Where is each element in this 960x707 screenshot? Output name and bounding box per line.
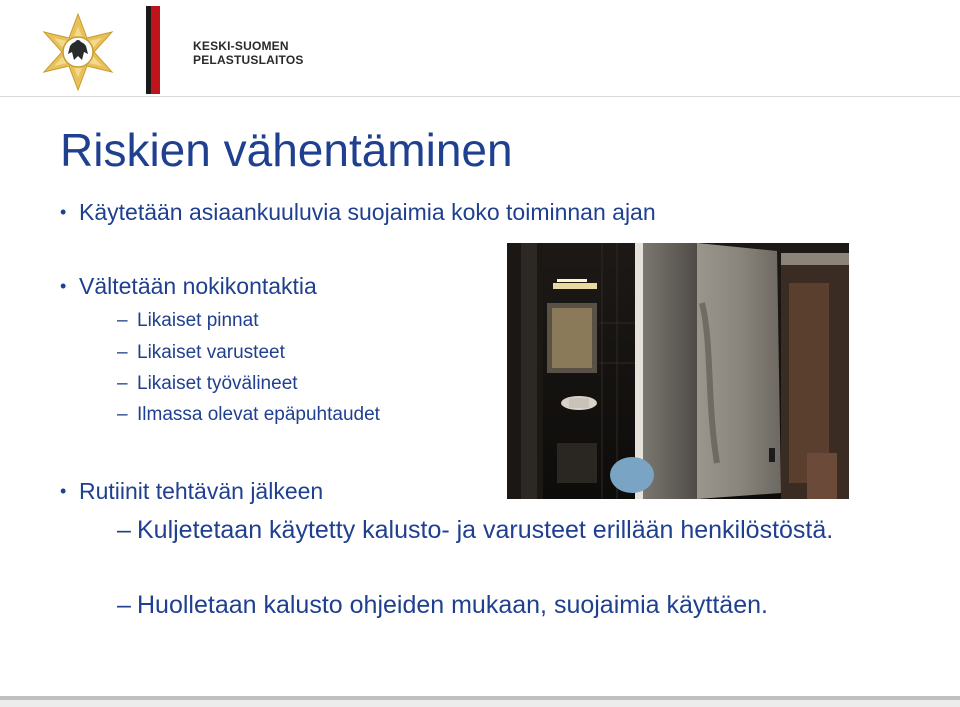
sub-item: [117, 515, 857, 577]
footer-band: [0, 700, 960, 707]
slide-header: [0, 0, 960, 97]
org-name-line1: KESKI-SUOMEN: [193, 39, 289, 53]
sub-item-text: Ilmassa olevat epäpuhtaudet: [137, 404, 380, 425]
sub-item: [117, 341, 457, 365]
organization-name: [193, 39, 304, 67]
bullet-item: [60, 198, 800, 226]
sub-item: [117, 403, 497, 427]
sub-item: [117, 309, 457, 333]
dash-icon: –: [117, 310, 128, 331]
sub-item: [117, 590, 857, 652]
soot-contaminated-room-photo: [507, 243, 849, 499]
rescue-department-badge-icon: [38, 12, 118, 92]
bullet-item: [60, 272, 480, 300]
bullet-dot-icon: •: [60, 481, 67, 501]
bullet-dot-icon: •: [60, 276, 67, 296]
bullet-text: Käytetään asiaankuuluvia suojaimia koko toiminnan ajan: [79, 199, 656, 225]
sub-item-text: Likaiset pinnat: [137, 310, 259, 331]
dash-icon: –: [117, 342, 128, 363]
dash-icon: –: [117, 591, 131, 619]
bullet-text: Rutiinit tehtävän jälkeen: [79, 478, 324, 504]
bullet-text: Vältetään nokikontaktia: [79, 273, 317, 299]
slide-title: Riskien vähentäminen: [60, 124, 513, 176]
sub-item-text: Kuljetetaan käytetty kalusto- ja varusteet erillään henkilöstöstä.: [137, 516, 834, 544]
sub-item-text: Likaiset työvälineet: [137, 373, 298, 394]
bullet-dot-icon: •: [60, 202, 67, 222]
dash-icon: –: [117, 516, 131, 544]
bullet-item: [60, 477, 480, 505]
sub-item: [117, 372, 457, 396]
brand-stripe: [146, 6, 160, 94]
header-divider: [0, 96, 960, 97]
dash-icon: –: [117, 373, 128, 394]
sub-item-text: Huolletaan kalusto ohjeiden mukaan, suojaimia käyttäen.: [137, 591, 768, 619]
sub-item-text: Likaiset varusteet: [137, 342, 285, 363]
dash-icon: –: [117, 404, 128, 425]
org-name-line2: PELASTUSLAITOS: [193, 53, 304, 67]
